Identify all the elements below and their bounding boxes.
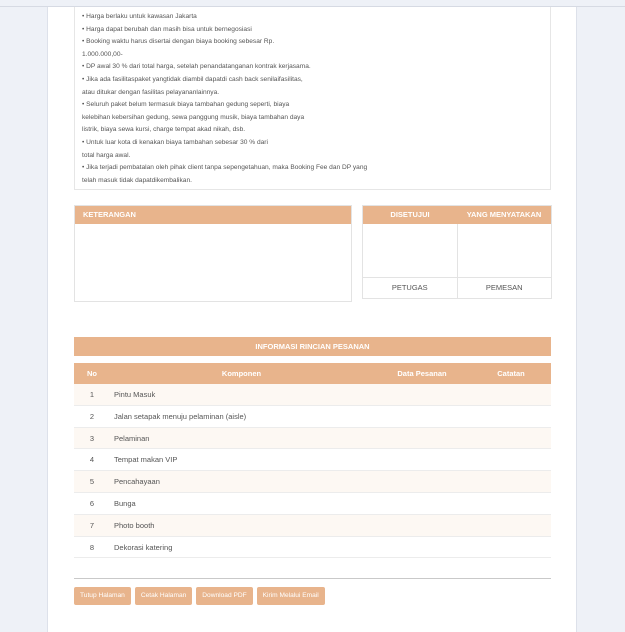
row-component: Jalan setapak menuju pelaminan (aisle) xyxy=(114,411,247,421)
header-data: Data Pesanan xyxy=(397,369,447,378)
row-component: Dekorasi katering xyxy=(114,542,173,552)
row-no: 7 xyxy=(89,520,95,530)
term-line: kelebihan kebersihan gedung, sewa panggung musik, biaya tambahan daya xyxy=(82,113,305,121)
table-row xyxy=(74,428,551,450)
row-data xyxy=(373,428,471,449)
table-row xyxy=(74,493,551,515)
signature-cells xyxy=(363,224,551,278)
row-data xyxy=(373,515,471,536)
row-no: 4 xyxy=(89,455,95,465)
row-component: Photo booth xyxy=(114,520,155,530)
header-component: Komponen xyxy=(221,369,262,378)
terms-box xyxy=(74,7,551,190)
term-line: • Jika ada fasilitaspaket yangtidak diambil dapatdi cash back senilaifasilitas, xyxy=(82,75,303,83)
row-data xyxy=(373,493,471,514)
keterangan-box xyxy=(74,205,352,302)
term-line: • Untuk luar kota di kenakan biaya tambahan sebesar 30 % dari xyxy=(82,138,268,146)
row-component: Pintu Masuk xyxy=(114,390,156,399)
signature-labels xyxy=(363,278,551,298)
row-no: 3 xyxy=(89,433,95,443)
term-line: listrik, biaya sewa kursi, charge tempat akad nikah, dsb. xyxy=(82,126,246,134)
row-notes xyxy=(471,384,551,405)
row-no: 5 xyxy=(89,477,95,487)
header-no: No xyxy=(87,369,97,378)
row-no: 6 xyxy=(89,498,95,508)
row-no: 8 xyxy=(89,542,95,552)
close-page-button[interactable]: Tutup Halaman xyxy=(74,587,131,605)
row-notes xyxy=(471,537,551,558)
term-line: 1.000.000,00- xyxy=(82,50,123,58)
term-line: total harga awal. xyxy=(82,151,131,159)
signature-header xyxy=(363,206,551,224)
row-component: Bunga xyxy=(114,498,136,508)
table-row xyxy=(74,406,551,428)
table-row xyxy=(74,537,551,559)
officer-signature-cell xyxy=(363,224,458,277)
term-line: • Seluruh paket belum termasuk biaya tambahan gedung seperti, biaya xyxy=(82,101,290,109)
row-no: 2 xyxy=(89,411,95,421)
declared-label: YANG MENYATAKAN xyxy=(466,210,542,219)
table-body xyxy=(74,384,551,558)
term-line: • Harga dapat berubah dan masih bisa untuk bernegosiasi xyxy=(82,25,252,33)
signature-box xyxy=(362,205,552,299)
customer-signature-cell xyxy=(458,224,552,277)
footer-divider xyxy=(74,578,551,579)
term-line: • Harga berlaku untuk kawasan Jakarta xyxy=(82,13,197,20)
row-notes xyxy=(471,406,551,427)
print-page-button[interactable]: Cetak Halaman xyxy=(135,587,192,605)
table-row xyxy=(74,384,551,406)
order-table xyxy=(74,363,551,558)
row-data xyxy=(373,471,471,492)
table-header xyxy=(74,363,551,384)
term-line: • Jika terjadi pembatalan oleh pihak client tanpa sepengetahuan, maka Booking Fee dan DP yang xyxy=(82,164,368,172)
row-no: 1 xyxy=(89,390,95,399)
term-line: • DP awal 30 % dari total harga, setelah penandatanganan kontrak kerjasama. xyxy=(82,63,311,71)
row-notes xyxy=(471,428,551,449)
row-data xyxy=(373,384,471,405)
officer-label: PETUGAS xyxy=(363,278,458,298)
row-component: Pencahayaan xyxy=(114,477,160,487)
action-buttons xyxy=(74,587,325,605)
row-component: Pelaminan xyxy=(114,433,150,443)
info-title: INFORMASI RINCIAN PESANAN xyxy=(74,337,551,356)
row-data xyxy=(373,449,471,470)
row-notes xyxy=(471,493,551,514)
download-pdf-button[interactable]: Download PDF xyxy=(196,587,252,605)
table-row xyxy=(74,515,551,537)
term-line: • Booking waktu harus disertai dengan biaya booking sebesar Rp. xyxy=(82,38,275,46)
term-line: atau ditukar dengan fasilitas pelayananlainnya. xyxy=(82,88,220,96)
table-row xyxy=(74,449,551,471)
header-notes: Catatan xyxy=(497,369,525,378)
row-data xyxy=(373,537,471,558)
approved-label: DISETUJUI xyxy=(390,210,430,219)
row-notes xyxy=(471,471,551,492)
customer-label: PEMESAN xyxy=(485,283,523,292)
row-component: Tempat makan VIP xyxy=(114,455,178,465)
term-line: telah masuk tidak dapatdikembalikan. xyxy=(82,176,192,184)
row-data xyxy=(373,406,471,427)
table-row xyxy=(74,471,551,493)
send-email-button[interactable]: Kirim Melalui Email xyxy=(257,587,325,605)
keterangan-title: KETERANGAN xyxy=(75,206,351,224)
document-page xyxy=(47,7,577,632)
row-notes xyxy=(471,515,551,536)
row-notes xyxy=(471,449,551,470)
